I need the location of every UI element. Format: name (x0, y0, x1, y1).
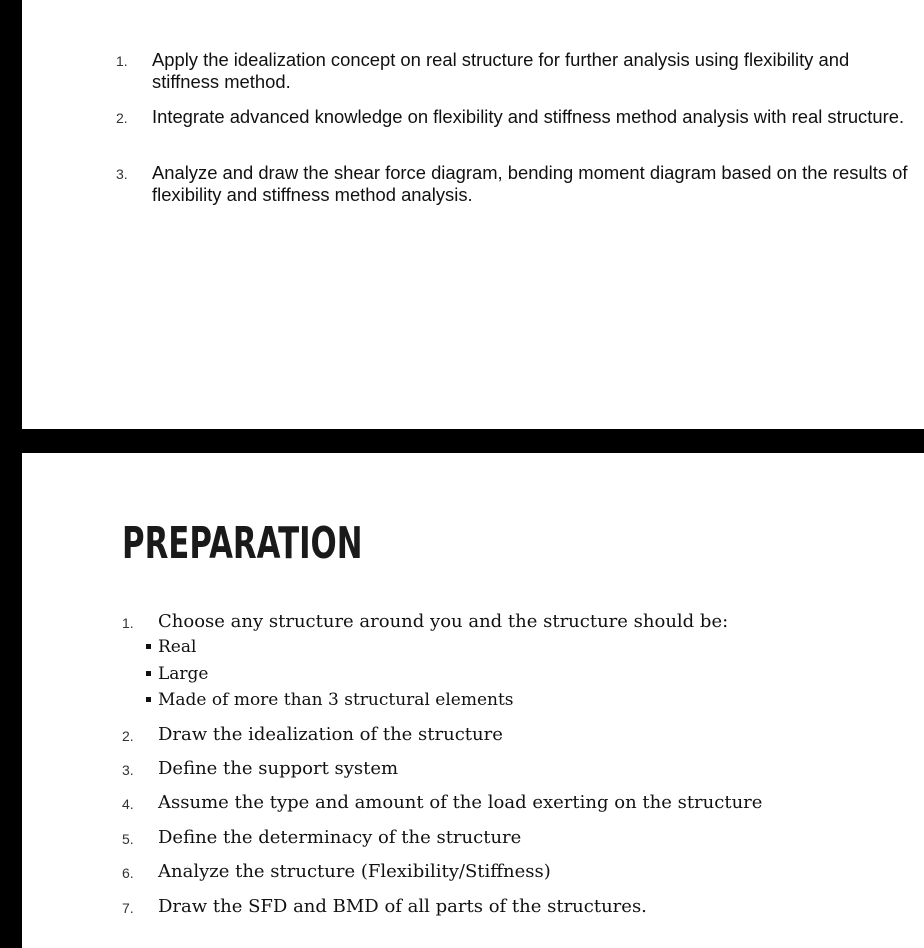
step-text: Draw the idealization of the structure (158, 724, 503, 745)
step-text: Define the support system (158, 758, 399, 779)
step-text: Choose any structure around you and the structure should be: (158, 611, 729, 632)
step-number: 2. (122, 728, 134, 744)
criteria-text: Real (158, 637, 197, 657)
step-text: Define the determinacy of the structure (158, 827, 522, 848)
square-bullet-icon (146, 697, 151, 702)
section-divider (0, 429, 924, 453)
objective-text: Analyze and draw the shear force diagram, bending moment diagram based on the results of flexibility and stiffness method analysis. (152, 162, 908, 205)
objective-text: Integrate advanced knowledge on flexibility and stiffness method analysis with real structure. (152, 106, 905, 127)
preparation-step (0, 723, 924, 749)
step-number: 7. (122, 900, 134, 916)
objective-number: 3. (116, 166, 128, 182)
objective-number: 1. (116, 53, 128, 69)
step-number: 3. (122, 762, 134, 778)
preparation-step (0, 610, 924, 636)
criteria-item (0, 688, 924, 714)
criteria-item (0, 662, 924, 688)
objective-number: 2. (116, 110, 128, 126)
criteria-text: Large (158, 664, 209, 684)
step-number: 1. (122, 615, 134, 631)
step-number: 6. (122, 865, 134, 881)
step-number: 5. (122, 831, 134, 847)
preparation-step (0, 826, 924, 852)
preparation-step (0, 860, 924, 886)
step-number: 4. (122, 796, 134, 812)
step-text: Draw the SFD and BMD of all parts of the structures. (158, 896, 647, 917)
preparation-step (0, 757, 924, 783)
objective-text: Apply the idealization concept on real structure for further analysis using flexibility and stiffness method. (152, 49, 850, 92)
preparation-title: PREPARATION (122, 518, 363, 569)
square-bullet-icon (146, 671, 151, 676)
preparation-step (0, 791, 924, 817)
step-text: Assume the type and amount of the load exerting on the structure (158, 792, 763, 813)
preparation-step (0, 895, 924, 921)
criteria-item (0, 635, 924, 661)
criteria-text: Made of more than 3 structural elements (158, 690, 514, 710)
square-bullet-icon (146, 644, 151, 649)
step-text: Analyze the structure (Flexibility/Stiffness) (158, 861, 551, 882)
